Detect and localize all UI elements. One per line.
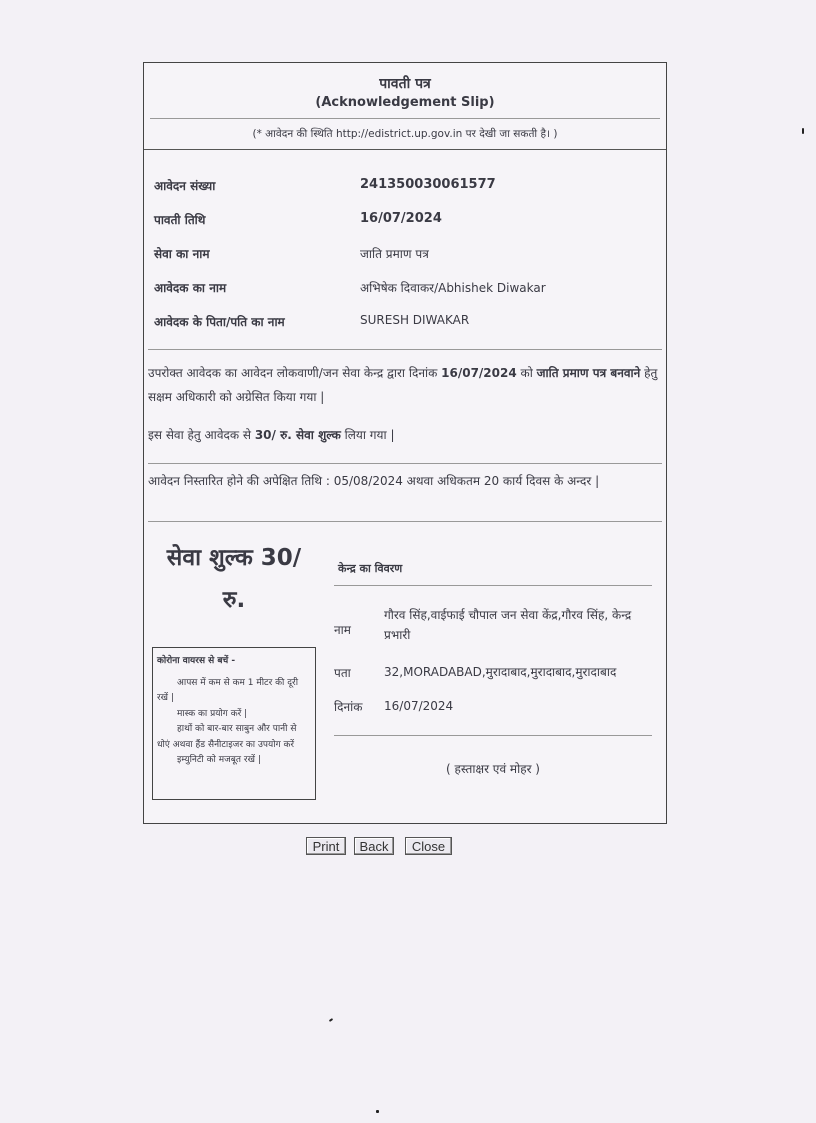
corona-advisory-box	[152, 647, 316, 800]
advisory-item: इम्युनिटी को मजबूत रखें |	[177, 755, 261, 765]
close-button[interactable]: Close	[405, 837, 452, 855]
divider	[148, 521, 662, 522]
slip-subtitle: (Acknowledgement Slip)	[315, 95, 495, 110]
expected-date-paragraph: आवेदन निस्तारित होने की अपेक्षित तिथि : 05/08/2024 अथवा अधिकतम 20 कार्य दिवस के अन्दर |	[148, 474, 600, 488]
service-purpose: जाति प्रमाण पत्र बनवाने	[536, 366, 641, 380]
field-label: आवेदन संख्या	[154, 179, 216, 193]
forwarding-paragraph: उपरोक्त आवेदक का आवेदन लोकवाणी/जन सेवा केन्द्र द्वारा दिनांक 16/07/2024 को जाति प्रमाण पत्र बनवाने हेतु सक्षम अधिकारी को अग्रेसित किया गया |	[148, 366, 658, 404]
acknowledgement-slip	[143, 62, 667, 824]
field-value: 16/07/2024	[360, 211, 442, 226]
center-date-value: 16/07/2024	[384, 699, 454, 713]
scan-speck	[802, 128, 804, 134]
center-date-label: दिनांक	[334, 700, 363, 714]
scan-speck	[376, 1110, 379, 1113]
fee-paragraph: इस सेवा हेतु आवेदक से 30/ रु. सेवा शुल्क लिया गया |	[148, 428, 395, 442]
fee-heading: सेवा शुल्क 30/	[166, 545, 302, 571]
expected-date: 05/08/2024	[333, 474, 403, 488]
field-label: सेवा का नाम	[154, 247, 210, 261]
field-label: आवेदक का नाम	[154, 281, 227, 295]
center-address-label: पता	[334, 666, 351, 680]
print-button[interactable]: Print	[306, 837, 346, 855]
advisory-item: आपस में कम से कम 1 मीटर की दूरी रखें |	[157, 677, 299, 703]
field-receipt-date	[154, 211, 656, 231]
field-label: पावती तिथि	[154, 213, 206, 227]
center-details-title: केन्द्र का विवरण	[338, 562, 403, 575]
center-name-label: नाम	[334, 623, 351, 637]
center-name-value: गौरव सिंह,वाईफाई चौपाल जन सेवा केंद्र,गौरव सिंह, केन्द्र प्रभारी	[384, 608, 632, 642]
fee-currency: रु.	[222, 587, 246, 613]
divider	[334, 735, 652, 736]
field-service-name	[154, 245, 656, 265]
field-value: अभिषेक दिवाकर/Abhishek Diwakar	[360, 281, 546, 295]
field-value: 241350030061577	[360, 177, 496, 192]
field-value: जाति प्रमाण पत्र	[360, 247, 429, 261]
forwarding-date: 16/07/2024	[441, 366, 517, 380]
advisory-item: मास्क का प्रयोग करें |	[177, 708, 248, 719]
advisory-item: हाथों को बार-बार साबुन और पानी से धोएं अथवा हैंड सैनीटाइजर का उपयोग करें	[157, 724, 297, 750]
slip-title: पावती पत्र	[379, 76, 431, 92]
field-value: SURESH DIWAKAR	[360, 313, 470, 327]
field-label: आवेदक के पिता/पति का नाम	[154, 315, 285, 329]
field-father-name	[154, 313, 656, 333]
slip-header	[144, 63, 666, 150]
divider	[334, 585, 652, 586]
max-days: 20	[483, 474, 500, 488]
center-address-value: 32,MORADABAD,मुरादाबाद,मुरादाबाद,मुरादाबाद	[384, 665, 617, 679]
divider	[148, 463, 662, 464]
scan-speck	[329, 1018, 333, 1022]
fee-amount: 30/ रु. सेवा शुल्क	[254, 428, 341, 442]
divider	[148, 349, 662, 350]
field-application-number	[154, 177, 656, 197]
signature-stamp-label: ( हस्ताक्षर एवं मोहर )	[446, 762, 540, 776]
status-note: (* आवेदन की स्थिति http://edistrict.up.gov.in पर देखी जा सकती है। )	[252, 128, 558, 140]
advisory-title: कोरोना वायरस से बचें -	[157, 656, 236, 666]
back-button[interactable]: Back	[354, 837, 394, 855]
divider	[150, 118, 660, 119]
field-applicant-name	[154, 279, 656, 299]
